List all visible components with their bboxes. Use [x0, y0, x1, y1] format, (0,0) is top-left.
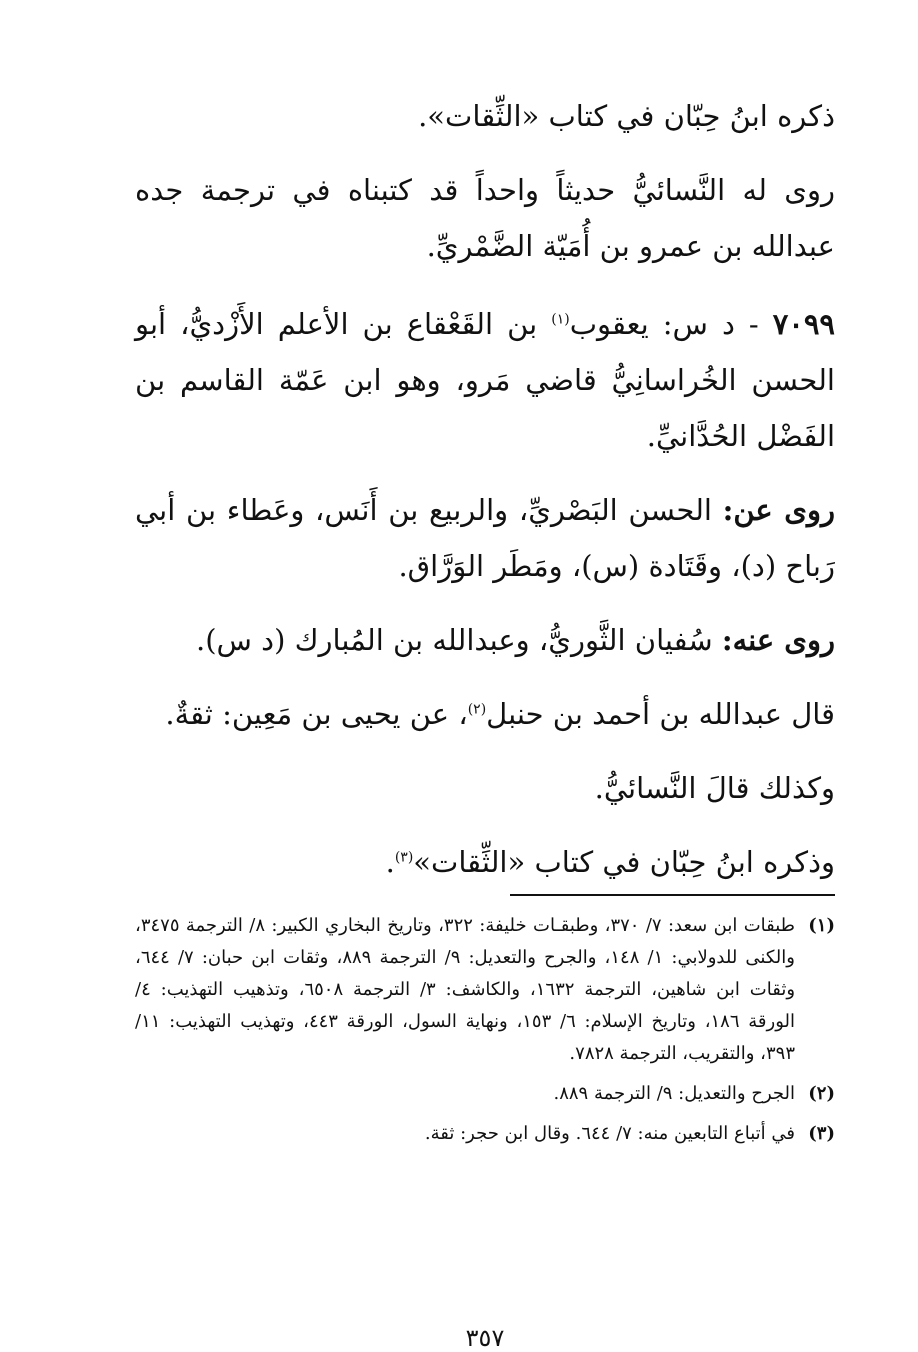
footnote-text: في أتباع التابعين منه: ٧/ ٦٤٤. وقال ابن حجر: ثقة.	[424, 1123, 795, 1144]
biography-entry	[135, 296, 835, 464]
footnote-number: (٢)	[808, 1083, 835, 1104]
paragraph-rawa-anhu	[135, 612, 835, 668]
paragraph-qala	[135, 686, 835, 742]
main-text	[135, 88, 835, 890]
page	[135, 88, 836, 1352]
paragraph-rawa-an	[135, 482, 835, 594]
dhakarahu-text: وذكره ابنُ حِبّان في كتاب «الثِّقات»	[413, 845, 835, 879]
footnote-number: (٣)	[808, 1123, 835, 1144]
rawa-anhu-text: سُفيان الثَّوريُّ، وعبدالله بن المُبارك (د س).	[196, 623, 722, 657]
paragraph-nasai-hadith: روى له النَّسائيُّ حديثاً واحداً قد كتبناه في ترجمة جده عبدالله بن عمرو بن أُمَيّة الضَّمْريِّ.	[135, 173, 835, 263]
footnote-2	[135, 1078, 835, 1110]
footnote-ref-2: (٢)	[467, 701, 487, 718]
footnote-3	[135, 1118, 835, 1150]
footnote-text: طبقات ابن سعد: ٧/ ٣٧٠، وطبقـات خليفة: ٣٢٢، وتاريخ البخاري الكبير: ٨/ الترجمة ٣٤٧٥، والكنى للدولابي: ١/ ١٤٨، والجرح والتعديل: ٩/ الترجمة ٨٨٩، وثقات ابن حبان: ٧/ ٦٤٤، وثقات ابن شاهين، الترجمة ١٦٣٢، والكاشف: ٣/ الترجمة ٦٥٠٨، وتذهيب التهذيب: ٤/ الورقة ١٨٦، وتاريخ الإسلام: ٦/ ١٥٣، ونهاية السول، الورقة ٤٤٣، وتهذيب التهذيب: ١١/ ٣٩٣، والتقريب، الترجمة ٧٨٢٨.	[135, 915, 796, 1064]
entry-number: ٧٠٩٩	[772, 307, 835, 341]
paragraph-dhakarahu	[135, 834, 835, 890]
rawa-an-text: الحسن البَصْريِّ، والربيع بن أَنَس، وعَطاء بن أبي رَباح (د)، وقَتَادة (س)، ومَطَر الوَرَّاق.	[135, 493, 835, 583]
paragraph-kadhalik: وكذلك قالَ النَّسائيُّ.	[594, 771, 835, 805]
entry-code: - د س:	[648, 307, 773, 341]
qala-text-end: ، عن يحيى بن مَعِين: ثقةٌ.	[165, 697, 468, 731]
footnotes	[135, 910, 835, 1158]
footnote-number: (١)	[808, 915, 835, 936]
footnote-text: الجرح والتعديل: ٩/ الترجمة ٨٨٩.	[553, 1083, 795, 1104]
footnote-ref-3: (٣)	[394, 849, 414, 866]
qala-text-start: قال عبدالله بن أحمد بن حنبل	[486, 697, 835, 731]
entry-text: بن القَعْقاع بن الأعلم الأَزْديُّ، أبو الحسن الخُراسانِيُّ قاضي مَرو، وهو ابن عَمّة القاسم بن الفَضْل الحُدَّانيِّ.	[135, 307, 835, 453]
footnote-divider	[510, 894, 835, 896]
page-number: ٣٥٧	[465, 1324, 505, 1352]
rawa-an-label: روى عن:	[722, 493, 836, 527]
rawa-anhu-label: روى عنه:	[721, 623, 835, 657]
entry-name: يعقوب	[569, 307, 649, 341]
dhakarahu-end: .	[385, 845, 395, 879]
paragraph-ibn-hibban-thiqat: ذكره ابنُ حِبّان في كتاب «الثِّقات».	[418, 99, 835, 133]
footnote-ref-1: (١)	[551, 311, 570, 328]
footnote-1	[135, 910, 835, 1070]
